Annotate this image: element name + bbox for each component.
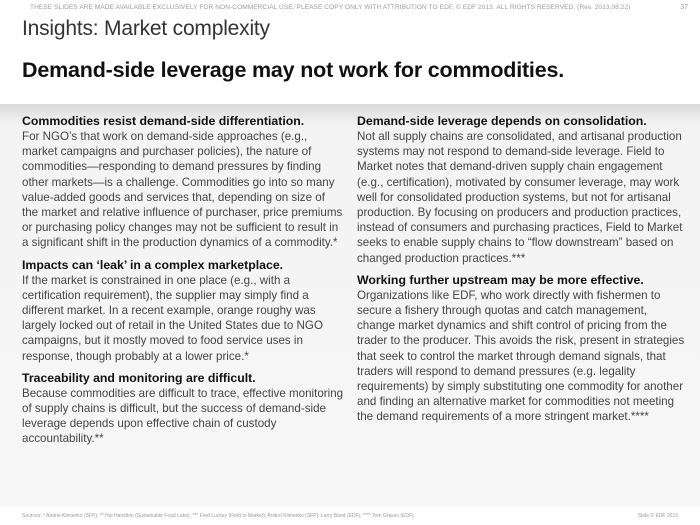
slide-headline: Demand-side leverage may not work for commodities. <box>22 58 564 82</box>
text-block <box>357 273 685 425</box>
block-heading: Demand-side leverage depends on consolidation. <box>357 114 647 128</box>
right-column <box>357 114 685 432</box>
text-block <box>22 258 344 364</box>
text-block <box>357 114 685 266</box>
footer-sources: Sources: * Andrei Klimenko (SFP); ** Hal Hamilton (Sustainable Food Labs); *** Fred Luckey (Field to Market); Andrei Klimenko (SFP); Larry Band (EDF); **** Tom Grasso (EDF) <box>22 513 414 519</box>
block-body: If the market is constrained in one place (e.g., with a certification requirement), the supplier may simply find a different market. In a recent example, orange roughy was largely locked out of retail in the United States due to NGO campaigns, but it mostly moved to food service uses in response, though probably at a lower price.* <box>22 273 323 363</box>
block-body: Not all supply chains are consolidated, and artisanal production systems may not respond to demand-side leverage. Field to Market notes that demand-driven supply chain engagement (e.g., certification), motivated by consumer leverage, may work well for consolidated production systems, but not for artisanal production. By focusing on producers and production practices, instead of consumers and purchasing practices, Field to Market seeks to enable supply chains to “flow downstream” based on changed production practices.*** <box>357 130 683 265</box>
block-body: Organizations like EDF, who work directly with fishermen to secure a fishery through quotas and catch management, change market dynamics and shift control of pricing from the trader to the producer. This avoids the risk, present in strategies that seek to control the market through demand signals, that traders will respond to demand pressures (e.g. legality requirements) by simply substituting one commodity for another and finding an alternative market for commodities not meeting the demand requirements of a more stringent market.**** <box>357 288 685 424</box>
block-heading: Working further upstream may be more effective. <box>357 272 644 287</box>
block-heading: Impacts can ‘leak’ in a complex marketplace. <box>22 257 284 272</box>
page-number: 37 <box>680 4 688 11</box>
disclaimer-text: THESE SLIDES ARE MADE AVAILABLE EXCLUSIVELY FOR NON-COMMERCIAL USE. PLEASE COPY ONLY WITH ATTRIBUTION TO EDF. © EDF 2013. ALL RIGHTS RESERVED. (Rev. 2013.08.22) <box>30 4 631 11</box>
block-heading: Traceability and monitoring are difficult. <box>22 370 256 385</box>
text-block <box>22 114 344 251</box>
left-column <box>22 114 344 454</box>
section-title: Insights: Market complexity <box>22 17 270 40</box>
block-body: For NGO’s that work on demand-side approaches (e.g., market campaigns and purchaser policies), the nature of commodities—responding to demand pressures by finding other markets—is a challenge. Commodities go into so many value-added goods and services that, depending on size of the market and relative influence of purchaser, price premiums or purchasing policy changes may not be sufficient to result in a significant shift in the production dynamics of a commodity.* <box>22 130 343 250</box>
block-heading: Commodities resist demand-side differentiation. <box>22 114 305 128</box>
block-body: Because commodities are difficult to trace, effective monitoring of supply chains is difficult, but the success of demand-side leverage depends upon effective chain of custody accountability.** <box>22 386 344 446</box>
footer-slide-label: Slide © EDF 2013 <box>637 513 678 519</box>
text-block <box>22 371 344 447</box>
